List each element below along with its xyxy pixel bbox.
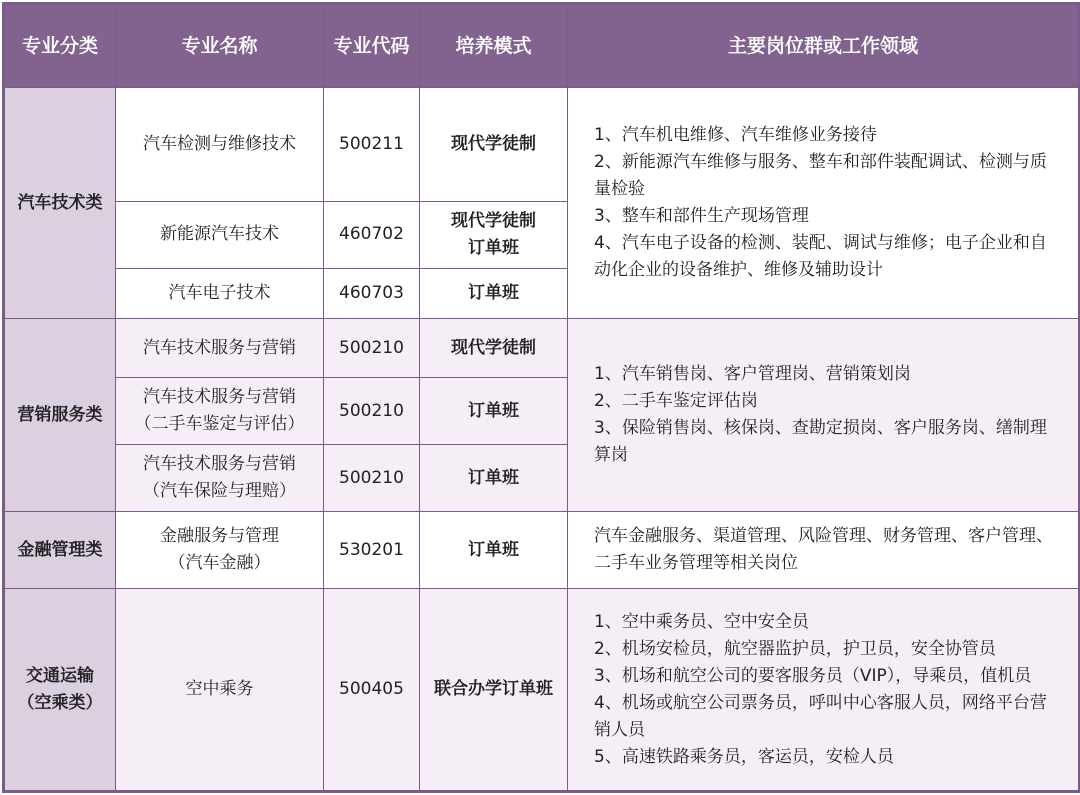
header-category: 专业分类 [4,4,116,88]
job-area-item: 2、新能源汽车维修与服务、整车和部件装配调试、检测与质量检验 [594,152,1047,200]
program-code-cell: 500211 [324,88,420,202]
training-mode-cell: 订单班 [420,268,568,319]
job-area-item: 4、汽车电子设备的检测、装配、调试与维修；电子企业和自动化企业的设备维护、维修及辅助设计 [594,233,1047,281]
training-mode-line: 订单班 [468,237,519,258]
header-program-code: 专业代码 [324,4,420,88]
header-job-areas: 主要岗位群或工作领域 [568,4,1080,88]
job-area-item: 5、高速铁路乘务员，客运员，安检人员 [594,746,894,767]
program-name-cell: 汽车技术服务与营销 [116,319,324,378]
training-mode-cell: 现代学徒制 [420,88,568,202]
category-cell: 汽车技术类 [4,88,116,319]
table-row [4,589,1080,792]
training-mode-cell: 订单班 [420,511,568,588]
training-mode-cell: 订单班 [420,378,568,445]
job-area-item: 汽车金融服务、渠道管理、风险管理、财务管理、客户管理、二手车业务管理等相关岗位 [594,526,1053,574]
training-mode-cell [420,201,568,268]
header-row [4,4,1080,88]
training-mode-cell: 现代学徒制 [420,319,568,378]
job-area-item: 2、机场安检员，航空器监护员，护卫员，安全协管员 [594,638,996,659]
table-row [4,511,1080,588]
program-name-cell: 空中乘务 [116,589,324,792]
job-area-item: 1、空中乘务员、空中安全员 [594,611,809,632]
program-code-cell: 500210 [324,378,420,445]
program-name-line: 汽车技术服务与营销 [143,454,296,474]
program-name-cell [116,378,324,445]
table-row [4,88,1080,202]
category-cell [4,589,116,792]
category-line: 交通运输 [26,665,94,686]
job-area-item: 1、汽车机电维修、汽车维修业务接待 [594,125,877,146]
table-row [4,319,1080,378]
job-area-item: 3、机场和航空公司的要客服务员（VIP），导乘员，值机员 [594,665,1032,686]
program-name-cell: 汽车检测与维修技术 [116,88,324,202]
training-mode-line: 现代学徒制 [451,210,536,231]
job-area-item: 1、汽车销售岗、客户管理岗、营销策划岗 [594,364,911,385]
program-name-line: （汽车金融） [168,553,271,574]
program-name-line: （二手车鉴定与评估） [134,414,305,435]
job-areas-cell [568,319,1080,512]
program-name-cell [116,445,324,512]
program-code-cell: 500210 [324,445,420,512]
program-code-cell: 500210 [324,319,420,378]
training-mode-cell: 订单班 [420,445,568,512]
job-area-item: 2、二手车鉴定评估岗 [594,391,758,412]
job-areas-cell [568,88,1080,319]
job-areas-cell [568,589,1080,792]
program-name-cell: 新能源汽车技术 [116,201,324,268]
program-name-cell [116,511,324,588]
training-mode-cell: 联合办学订单班 [420,589,568,792]
program-code-cell: 460703 [324,268,420,319]
job-area-item: 3、保险销售岗、核保岗、查勘定损岗、客户服务岗、缮制理算岗 [594,418,1047,466]
program-code-cell: 460702 [324,201,420,268]
job-area-item: 3、整车和部件生产现场管理 [594,206,809,227]
program-table [2,2,1080,793]
program-code-cell: 500405 [324,589,420,792]
header-program-name: 专业名称 [116,4,324,88]
program-code-cell: 530201 [324,511,420,588]
job-area-item: 4、机场或航空公司票务员，呼叫中心客服人员，网络平台营销人员 [594,692,1047,740]
program-name-line: 金融服务与管理 [160,526,279,547]
program-name-line: 汽车技术服务与营销 [143,387,296,408]
program-table-frame [2,2,1078,793]
job-areas-cell [568,511,1080,588]
category-cell: 金融管理类 [4,511,116,588]
category-cell: 营销服务类 [4,319,116,512]
program-name-line: （汽车保险与理赔） [143,481,296,501]
header-training-mode: 培养模式 [420,4,568,88]
category-line: （空乘类） [17,692,103,713]
program-name-cell: 汽车电子技术 [116,268,324,319]
